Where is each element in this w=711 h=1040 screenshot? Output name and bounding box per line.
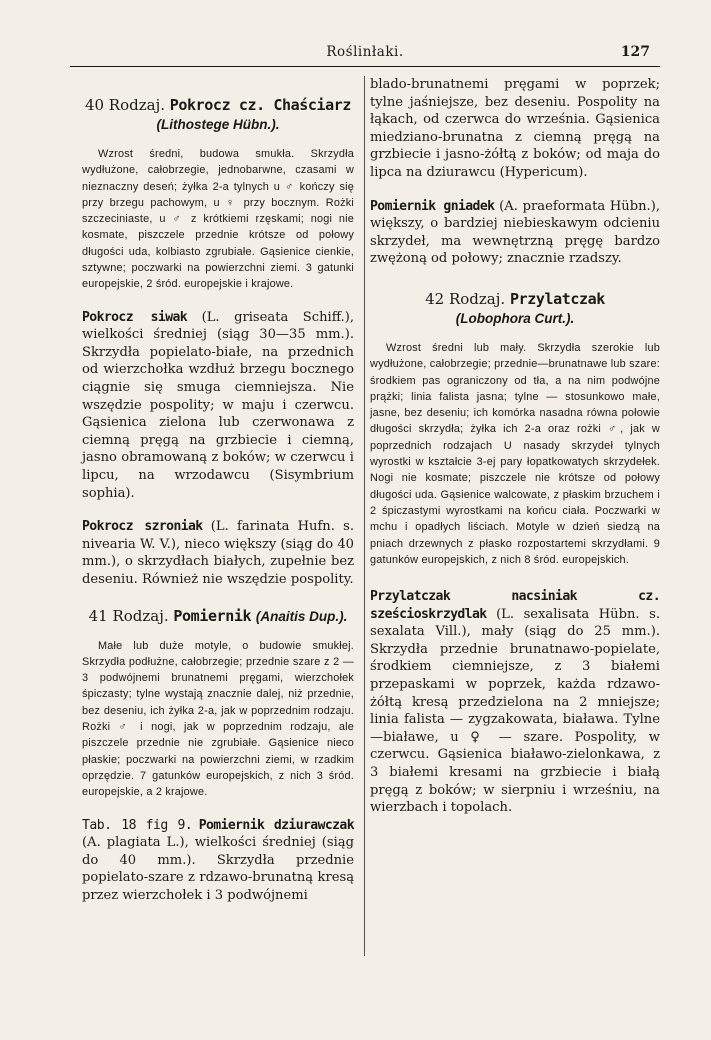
species-entry-praeformata xyxy=(370,198,660,268)
species-entry-plagiata xyxy=(82,817,354,905)
header-rule xyxy=(70,66,660,67)
genus-number: 40 Rodzaj. xyxy=(84,96,165,114)
species-entry-farinata xyxy=(82,518,354,588)
genus-description: Małe lub duże motyle, o budowie smukłej. Skrzydła podłużne, całobrzegie; przednie szare z 2 — 3 podwójnemi brunatnemi pręgami, wierzchołek śpiczasty; tylne wystają znacznie dalej, niż przednie, bez deseniu, ich żyłka 2-a, jak w poprzednim rodzaju. Rożki ♂ i nogi, jak w poprzednim rodzaju, ale piszczele przednie nie zgrubiałe. Gąsienice nieco płaskie; poczwarki na powierzchni ziemi, w rzadkim oprzędzie. 7 gatunków europejskich, z nich 3 śród. europejskie, a 2 krajowe. xyxy=(82,639,354,799)
column-divider xyxy=(364,76,365,956)
species-entry-griseata xyxy=(82,309,354,503)
genus-latin-name: (Anaitis Dup.). xyxy=(255,608,348,624)
genus-name: Pokrocz cz. Chaściarz xyxy=(169,96,352,114)
left-column xyxy=(82,76,354,905)
species-text: (L. farinata Hufn. s. nivearia W. V.), nieco większy (siąg do 40 mm.), o skrzydłach białych, zupełnie bez deseniu. Również nie wszędzie pospolity. xyxy=(82,519,355,587)
genus-name: Pomiernik xyxy=(173,606,252,625)
genus-latin-name: (Lithostege Hübn.). xyxy=(156,117,280,132)
species-text: (L. griseata Schiff.), wielkości średniej (siąg 30—35 mm.). Skrzydła popielato-białe, na przednich od wierzchołka wzdłuż brzegu bocznego ciągnie się smuga ciemniejsza. Nie wszędzie pospolity; w maju i czerwcu. Gąsienica zielona lub czerwonawa z ciemną pręgą na grzbiecie i ciemną, jasno obramowaną z boków; w czerwcu i lipcu, na wrzodawcu (Sisymbrium sophia). xyxy=(82,309,354,501)
genus-heading-41 xyxy=(82,607,354,626)
page-number: 127 xyxy=(620,44,650,60)
species-text: (A. praeformata Hübn.), większy, o bardziej niebieskawym odcieniu skrzydeł, ma wewnętrzną pręgę bardzo zwężoną od połowy; znacznie rzadszy. xyxy=(370,198,660,267)
genus-description: Wzrost średni, budowa smukła. Skrzydła wydłużone, całobrzegie, jednobarwne, czasami w nieznaczny deseń; żyłka 2-a tylnych u ♂ kończy się przy brzegu pachowym, u ♀ przy bocznym. Rożki szczeciniaste, u ♂ z krótkiemi rzęskami; nogi nie kosmate, piszczele przednie krótsze od połowy długości uda, kolbiasto zgrubiałe. Gąsienice cienkie, sztywne; poczwarki na powierzchni ziemi. 3 gatunki europejskie, 2 śród. europejskie i krajowe. xyxy=(82,148,354,291)
genus-heading-40 xyxy=(82,96,354,134)
species-entry-sexalisata xyxy=(370,588,660,817)
genus-number: 42 Rodzaj. xyxy=(425,289,506,308)
species-name: Pomiernik dziurawczak xyxy=(198,817,354,833)
species-text: (L. sexalisata Hübn. s. sexalata Vill.), mały (siąg do 25 mm.). Skrzydła przednie brunatnawo-popielate, środkiem ciemniejsze, z 3 białemi przepaskami w poprzek, każda rdzawo-żółtą kresą przedzielona na 2 mniejsze; linia falista — zygzakowata, biaława. Tylne—białawe, u ♀ — szare. Pospolity, w czerwcu. Gąsienica białawo-zielonkawa, z 3 białemi kresami na grzbiecie i białą pręgą z boków; w sierpniu i wrześniu, na wierzbach i topolach. xyxy=(370,606,660,816)
plate-reference: Tab. 18 fig 9. xyxy=(82,817,193,833)
genus-number: 41 Rodzaj. xyxy=(88,606,169,625)
species-name: Przylatczak nacsiniak cz. sześcioskrzydlak xyxy=(370,589,660,622)
species-name: Pokrocz szroniak xyxy=(82,519,203,535)
genus-description: Wzrost średni lub mały. Skrzydła szerokie lub wydłużone, całobrzegie; przednie—brunatnawe lub szare: środkiem pas ograniczony od tła, a na nim podwójne prążki; linia falista jasna; tylne — stosunkowo małe, jasne, bez deseniu; ich komórka nasadna równa połowie długości skrzydła; żyłka ich 2-a oraz rożki ♂, jak w poprzednich rodzajach U nasady skrzydeł tylnych wyrostki w kształcie 3-ej pary łopatkowatych skrzydełek. Nogi nie kosmate; piszczele nie krótsze od połowy długości uda. Gąsienice walcowate, z płaskim brzuchem i 2 śpiczastymi wyrostkami na końcu ciała. Poczwarki w mchu i opadłych liściach. Motyle w dzień siedzą na pniach drzewnych z płasko rozpostartemi skrzydłami. 9 gatunków europejskich, z nich 8 śród. europejskich. xyxy=(370,341,660,566)
running-title: Roślinłaki. xyxy=(326,44,404,60)
page-header xyxy=(70,44,660,66)
species-name: Pomiernik gniadek xyxy=(370,198,495,214)
right-column xyxy=(370,76,660,817)
genus-latin-name: (Lobophora Curt.). xyxy=(455,310,575,326)
genus-heading-42 xyxy=(370,290,660,328)
continued-text: blado-brunatnemi pręgami w poprzek; tylne jaśniejsze, bez deseniu. Pospolity na łąkach, od czerwca do września. Gąsienica miedziano-brunatna z ciemną pręgą na grzbiecie i jasno-żółtą z boków; od maja do lipca na dziurawcu (Hypericum). xyxy=(370,77,660,180)
genus-name: Przylatczak xyxy=(509,289,605,308)
species-text: (A. plagiata L.), wielkości średniej (siąg do 40 mm.). Skrzydła przednie popielato-szare z rdzawo-brunatną kresą przez wierzchołek i 3 podwójnemi xyxy=(82,835,354,903)
species-name: Pokrocz siwak xyxy=(82,309,188,325)
